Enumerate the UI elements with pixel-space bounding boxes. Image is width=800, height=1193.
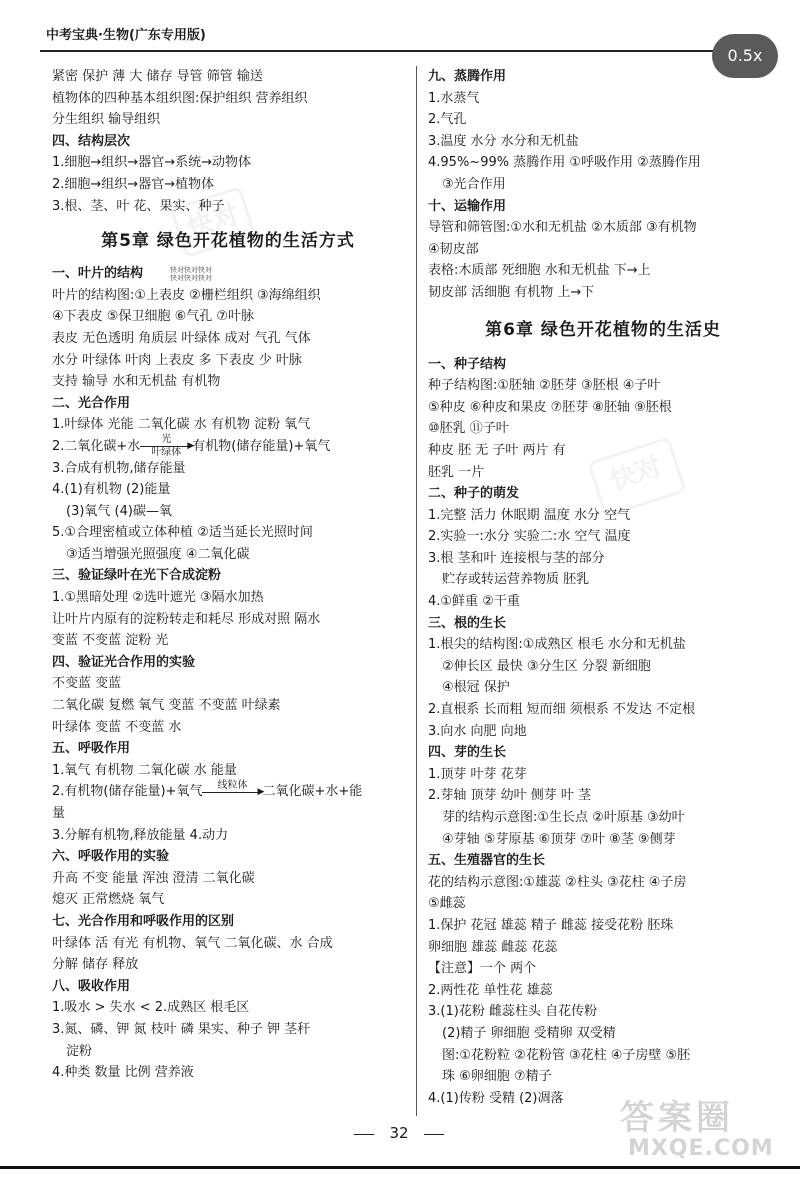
reaction-arrow: [140, 433, 195, 458]
arrow-condition-mitochondria: 线粒体: [217, 780, 248, 792]
photosynthesis-equation: [52, 433, 404, 458]
text-line: 珠 ⑥卵细胞 ⑦精子: [442, 1069, 552, 1085]
header-title: 中考宝典·生物(广东专用版): [46, 28, 206, 43]
text-line: ⑤雌蕊: [428, 896, 466, 912]
text-line: 紧密 保护 薄 大 储存 导管 筛管 输送: [52, 69, 263, 84]
text-line: 分解 储存 释放: [52, 957, 139, 973]
left-lines-b: [52, 263, 404, 436]
text-line: 3.根 茎和叶 连接根与茎的部分: [428, 550, 605, 566]
text-line: 种子结构图:①胚轴 ②胚芽 ③胚根 ④子叶: [428, 378, 661, 394]
text-line: 3.(1)花粉 雌蕊柱头 自花传粉: [428, 1004, 598, 1020]
section-heading: 四、芽的生长: [428, 745, 507, 761]
text-line: (3)氧气 (4)碳—氧: [66, 503, 172, 519]
text-line: 分生组织 输导组织: [52, 112, 161, 128]
arrow-head-icon: ▶: [187, 440, 195, 451]
footer-dash-right: [424, 1134, 444, 1135]
text-line: ④韧皮部: [428, 241, 479, 257]
text-line: ⑩胚乳 ⑪子叶: [428, 421, 509, 437]
text-line: 2.气孔: [428, 112, 467, 128]
watermark-stamp-right: 快对: [587, 436, 687, 518]
section-heading: 四、结构层次: [52, 133, 131, 149]
text-line: ②伸长区 最快 ③分生区 分裂 新细胞: [442, 658, 651, 674]
reaction-arrow: [202, 780, 265, 803]
section-heading: 六、呼吸作用的实验: [52, 849, 170, 865]
text-line: ④下表皮 ⑤保卫细胞 ⑥气孔 ⑦叶脉: [52, 309, 255, 325]
text-line: 让叶片内原有的淀粉转走和耗尽 形成对照 隔水: [52, 611, 321, 627]
text-line: 胚乳 一片: [428, 464, 485, 480]
text-line: 【注意】一个 两个: [428, 961, 537, 977]
right-lines-a: [428, 66, 778, 304]
text-line: 不变蓝 变蓝: [52, 676, 122, 692]
respiration-equation: [52, 781, 404, 803]
footer-dash-left: [354, 1134, 374, 1135]
text-line: 植物体的四种基本组织图:保护组织 营养组织: [52, 90, 308, 106]
text-line: 叶片的结构图:①上表皮 ②栅栏组织 ③海绵组织: [52, 287, 321, 303]
text-line: 1.①黑暗处理 ②选叶遮光 ③隔水加热: [52, 590, 264, 606]
text-line: 水分 叶绿体 叶肉 上表皮 多 下表皮 少 叶脉: [52, 352, 302, 368]
text-line: 1.根尖的结构图:①成熟区 根毛 水分和无机盐: [428, 637, 686, 653]
chapter-6-title: 第6章 绿色开花植物的生活史: [485, 319, 721, 340]
text-line: 花的结构示意图:①雄蕊 ②柱头 ③花柱 ④子房: [428, 874, 687, 890]
text-line: 1.顶芽 叶芽 花芽: [428, 766, 527, 782]
right-column: [428, 66, 778, 1109]
section-heading: 三、验证绿叶在光下合成淀粉: [52, 568, 222, 584]
text-line: 图:①花粉粒 ②花粉管 ③花柱 ④子房壁 ⑤胚: [442, 1047, 691, 1063]
equation-left: 2.有机物(储存能量)+氧气: [52, 784, 203, 800]
text-line: 1.完整 活力 休眠期 温度 水分 空气: [428, 507, 631, 523]
text-line: 2.两性花 单性花 雄蕊: [428, 982, 553, 998]
section-heading: 七、光合作用和呼吸作用的区别: [52, 913, 235, 929]
bottom-border: [0, 1166, 800, 1169]
text-line: ④芽轴 ⑤芽原基 ⑥顶芽 ⑦叶 ⑧茎 ⑨侧芽: [442, 831, 676, 847]
text-line: 4.种类 数量 比例 营养液: [52, 1065, 194, 1081]
left-lines-a: [52, 66, 404, 217]
equation-left: 2.二氧化碳+水: [52, 438, 141, 454]
text-line: 1.水蒸气: [428, 90, 480, 106]
arrow-bar: [202, 792, 262, 793]
text-line: 3.根、茎、叶 花、果实、种子: [52, 198, 225, 214]
section-heading: 五、生殖器官的生长: [428, 853, 546, 869]
text-line: 3.氮、磷、钾 氮 枝叶 磷 果实、种子 钾 茎秆: [52, 1021, 311, 1037]
left-lines-d: [52, 803, 404, 1084]
arrow-condition-light: 光: [161, 433, 172, 445]
arrow-head-icon: ▶: [257, 787, 265, 798]
text-line: 叶绿体 变蓝 不变蓝 水: [52, 719, 182, 735]
section-heading: 九、蒸腾作用: [428, 69, 507, 84]
text-line: 1.吸水 > 失水 < 2.成熟区 根毛区: [52, 1000, 250, 1016]
text-line: 3.合成有机物,储存能量: [52, 460, 186, 476]
text-line: 种皮 胚 无 子叶 两片 有: [428, 442, 566, 458]
text-line: 熄灭 正常燃烧 氧气: [52, 892, 165, 908]
text-line: 4.(1)传粉 受精 (2)凋落: [428, 1090, 564, 1106]
section-heading: 一、种子结构: [428, 356, 507, 372]
text-line: 1.细胞→组织→器官→系统→动物体: [52, 155, 251, 171]
text-line: 韧皮部 活细胞 有机物 上→下: [428, 284, 595, 300]
watermark-site: MXQE.COM: [628, 1136, 774, 1161]
zoom-level-badge[interactable]: 0.5x: [712, 34, 778, 78]
text-line: 3.温度 水分 水分和无机盐: [428, 133, 579, 149]
section-heading: 十、运输作用: [428, 198, 507, 214]
text-line: 5.①合理密植或立体种植 ②适当延长光照时间: [52, 525, 313, 541]
text-line: 2.实验一:水分 实验二:水 空气 温度: [428, 529, 631, 545]
text-line: 叶绿体 活 有光 有机物、氧气 二氧化碳、水 合成: [52, 935, 333, 951]
text-line: 导管和筛管图:①水和无机盐 ②木质部 ③有机物: [428, 220, 697, 236]
text-line: 4.(1)有机物 (2)能量: [52, 482, 171, 498]
text-line: 1.保护 花冠 雄蕊 精子 雌蕊 接受花粉 胚珠: [428, 917, 674, 933]
text-line: (2)精子 卵细胞 受精卵 双受精: [442, 1025, 616, 1041]
watermark-brand: 答案圈: [620, 1098, 734, 1138]
section-heading: 二、光合作用: [52, 395, 131, 411]
section-heading: 三、根的生长: [428, 615, 507, 631]
text-line: 芽的结构示意图:①生长点 ②叶原基 ③幼叶: [442, 810, 685, 825]
equation-right: 有机物(储存能量)+氧气: [192, 438, 331, 454]
section-heading: 四、验证光合作用的实验: [52, 654, 196, 670]
text-line: 4.95%~99% 蒸腾作用 ①呼吸作用 ②蒸腾作用: [428, 155, 701, 171]
right-lines-b: [428, 354, 778, 1110]
page-number: 32: [389, 1124, 409, 1142]
chapter-5-title: 第5章 绿色开花植物的生活方式: [101, 231, 355, 252]
section-heading: 一、叶片的结构: [52, 266, 144, 282]
text-line: 支持 输导 水和无机盐 有机物: [52, 374, 221, 390]
text-line: 2.细胞→组织→器官→植物体: [52, 176, 215, 192]
overlay-note-line: 快对快对快对: [170, 266, 212, 274]
text-line: 4.①鲜重 ②干重: [428, 594, 520, 610]
overlay-note-line: 快对快对快对: [170, 274, 212, 282]
text-line: ④根冠 保护: [442, 680, 510, 696]
left-column: [52, 66, 404, 1084]
text-line: ⑤种皮 ⑥种皮和果皮 ⑦胚芽 ⑧胚轴 ⑨胚根: [428, 399, 672, 415]
text-line: 表皮 无色透明 角质层 叶绿体 成对 气孔 气体: [52, 330, 311, 346]
text-line: 2.芽轴 顶芽 幼叶 侧芽 叶 茎: [428, 788, 592, 804]
watermark-logo: [620, 1090, 790, 1170]
text-line: 表格:木质部 死细胞 水和无机盐 下→上: [428, 263, 651, 279]
text-line: 贮存或转运营养物质 胚乳: [442, 572, 590, 588]
text-line: 卵细胞 雄蕊 雌蕊 花蕊: [428, 939, 558, 955]
page-header: [40, 22, 770, 52]
overlay-note: [170, 266, 230, 282]
section-heading: 五、呼吸作用: [52, 741, 131, 757]
text-line: 3.分解有机物,释放能量 4.动力: [52, 827, 229, 843]
text-line: ③适当增强光照强度 ④二氧化碳: [66, 546, 250, 562]
section-heading: 二、种子的萌发: [428, 486, 520, 502]
section-heading: 八、吸收作用: [52, 978, 131, 994]
equation-right: 二氧化碳+水+能: [262, 784, 363, 800]
arrow-condition-chloroplast: 叶绿体: [151, 446, 182, 458]
left-lines-c: [52, 458, 404, 782]
text-line: 3.向水 向肥 向地: [428, 723, 527, 739]
text-line: 2.直根系 长而粗 短而细 须根系 不发达 不定根: [428, 702, 696, 718]
text-line: 变蓝 不变蓝 淀粉 光: [52, 633, 169, 649]
text-line: 量: [52, 806, 66, 821]
text-line: 二氧化碳 复燃 氧气 变蓝 不变蓝 叶绿素: [52, 698, 281, 714]
text-line: 升高 不变 能量 浑浊 澄清 二氧化碳: [52, 870, 255, 886]
text-line: 1.叶绿体 光能 二氧化碳 水 有机物 淀粉 氧气: [52, 417, 311, 433]
text-line: ③光合作用: [442, 176, 506, 192]
text-line: 淀粉: [66, 1043, 93, 1059]
text-line: 1.氧气 有机物 二氧化碳 水 能量: [52, 762, 237, 778]
watermark-stamp-left: 快对: [170, 186, 256, 258]
column-divider: [416, 66, 417, 1116]
